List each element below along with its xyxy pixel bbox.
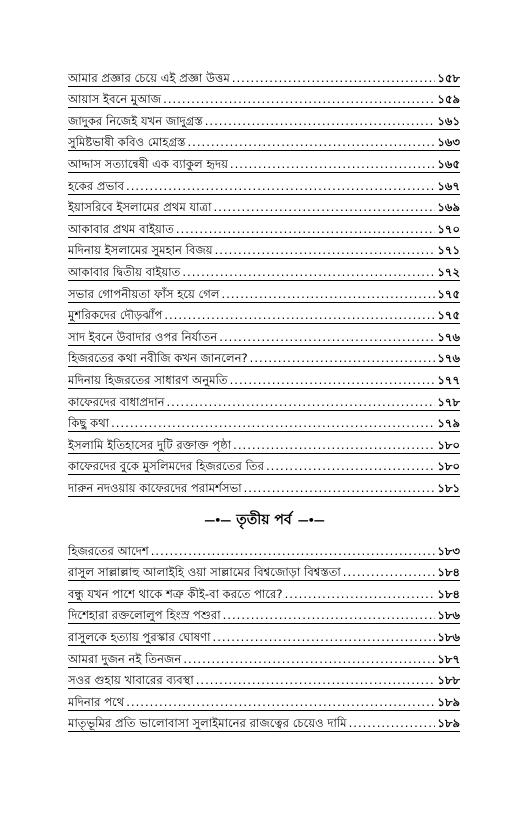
toc-row <box>68 152 460 174</box>
toc-row <box>68 561 460 583</box>
toc-entry-title: মদিনায় ইসলামের সুমহান বিজয় <box>68 243 213 258</box>
toc-row <box>68 217 460 239</box>
toc-entry-page: ১৭৭ <box>437 372 460 387</box>
toc-row <box>68 196 460 218</box>
dot-leader <box>285 587 436 604</box>
toc-entry-page: ১৮৪ <box>437 586 460 601</box>
toc-entry-page: ১৬৫ <box>437 156 460 171</box>
toc-entry-page: ১৭১ <box>437 243 460 258</box>
dot-leader <box>187 135 435 152</box>
toc-row <box>68 582 460 604</box>
toc-entry-title: সুমিষ্টভাষী কবিও মোহগ্রস্ত <box>68 135 186 150</box>
toc-row <box>68 647 460 669</box>
dot-leader <box>219 330 435 347</box>
dot-leader <box>183 652 435 669</box>
toc-row <box>68 347 460 369</box>
toc-entry-title: আমরা দুজন নই তিনজন <box>68 651 182 666</box>
dot-leader <box>233 438 435 455</box>
toc-entry-page: ১৭৮ <box>437 394 460 409</box>
toc-entry-page: ১৭৯ <box>437 416 460 431</box>
toc-entry-title: মদিনায় হিজরতের সাধারণ অনুমতি <box>68 372 228 387</box>
dot-leader <box>205 114 436 131</box>
section-heading-title: তৃতীয় পর্ব <box>236 512 292 528</box>
toc-row <box>68 131 460 153</box>
toc-row <box>68 604 460 626</box>
toc-entry-page: ১৮০ <box>437 459 460 474</box>
toc-row <box>68 66 460 88</box>
toc-row <box>68 368 460 390</box>
dot-leader <box>266 459 435 476</box>
ornament-left-icon: —•— <box>204 513 231 527</box>
toc-entry-title: রাসুলকে হত্যায় পুরস্কার ঘোষণা <box>68 629 211 644</box>
toc-entry-page: ১৬১ <box>437 113 460 128</box>
toc-entry-page: ১৬৭ <box>437 178 460 193</box>
toc-row <box>68 88 460 110</box>
toc-entry-title: হকের প্রভাব <box>68 178 125 193</box>
toc-entry-page: ১৮৩ <box>437 543 460 558</box>
toc-entry-title: সভার গোপনীয়তা ফাঁস হয়ে গেল <box>68 286 220 301</box>
dot-leader <box>151 544 436 561</box>
toc-list-part-b <box>68 539 460 733</box>
toc-entry-title: মদিনার পথে <box>68 694 125 709</box>
toc-row <box>68 390 460 412</box>
toc-entry-title: হিজরতের আদেশ <box>68 543 149 558</box>
dot-leader <box>163 92 435 109</box>
toc-row <box>68 412 460 434</box>
toc-row <box>68 625 460 647</box>
toc-entry-page: ১৬৩ <box>437 135 460 150</box>
dot-leader <box>215 243 436 260</box>
toc-row <box>68 669 460 691</box>
toc-entry-title: বন্ধু যখন পাশে থাকে শত্রু কীই-বা করতে পারে? <box>68 586 283 601</box>
section-heading <box>0 508 528 532</box>
dot-leader <box>196 673 436 690</box>
toc-entry-title: দারুন নদওয়ায় কাফেরদের পরামর্শসভা <box>68 480 242 495</box>
toc-row <box>68 174 460 196</box>
section-heading-group <box>204 508 324 532</box>
toc-entry-title: দিশেহারা রক্তলোলুপ হিংস্র পশুরা <box>68 608 221 623</box>
dot-leader <box>250 351 436 368</box>
toc-entry-page: ১৮৬ <box>437 608 460 623</box>
toc-entry-title: হিজরতের কথা নবীজি কখন জানলেন? <box>68 351 248 366</box>
toc-entry-page: ১৭৫ <box>437 286 460 301</box>
toc-entry-title: সাদ ইবনে উবাদার ওপর নির্যাতন <box>68 329 218 344</box>
toc-entry-page: ১৮০ <box>437 437 460 452</box>
toc-entry-page: ১৮৯ <box>437 694 460 709</box>
toc-entry-page: ১৮৮ <box>437 673 460 688</box>
dot-leader <box>126 179 435 196</box>
toc-row <box>68 476 460 498</box>
toc-row <box>68 539 460 561</box>
dot-leader <box>223 608 436 625</box>
toc-row <box>68 712 460 734</box>
toc-entry-title: আয়াস ইবনে মুআজ <box>68 92 162 107</box>
dot-leader <box>230 373 436 390</box>
dot-leader <box>343 565 436 582</box>
toc-row <box>68 109 460 131</box>
toc-entry-page: ১৮৬ <box>437 629 460 644</box>
toc-row <box>68 455 460 477</box>
toc-entry-title: সওর গুহায় খাবারের ব্যবস্থা <box>68 673 194 688</box>
toc-row <box>68 304 460 326</box>
toc-entry-page: ১৮৯ <box>437 716 460 731</box>
dot-leader <box>349 716 436 733</box>
toc-entry-title: কাফেরদের বাধাপ্রদান <box>68 394 165 409</box>
toc-entry-page: ১৫৮ <box>437 70 460 85</box>
toc-entry-page: ১৮১ <box>437 480 460 495</box>
toc-entry-page: ১৭২ <box>437 264 460 279</box>
dot-leader <box>232 71 436 88</box>
toc-entry-page: ১৮৭ <box>437 651 460 666</box>
ornament-right-icon: —•— <box>297 513 324 527</box>
dot-leader <box>164 308 435 325</box>
toc-entry-page: ১৭৬ <box>437 351 460 366</box>
toc-entry-page: ১৮৪ <box>437 565 460 580</box>
dot-leader <box>213 200 435 217</box>
dot-leader <box>213 630 436 647</box>
toc-row <box>68 690 460 712</box>
toc-entry-title: রাসুল সাল্লাল্লাহু আলাইহি ওয়া সাল্লামের বিশ্বজোড়া বিশ্বস্ততা <box>68 565 341 580</box>
toc-entry-title: আকাবার দ্বিতীয় বাইয়াত <box>68 264 181 279</box>
dot-leader <box>244 481 436 498</box>
dot-leader <box>182 265 435 282</box>
toc-entry-title: কিছু কথা <box>68 416 110 431</box>
toc-entry-title: কাফেরদের বুকে মুসলিমদের হিজরতের তির <box>68 459 264 474</box>
toc-entry-title: আদ্দাস সত্যান্বেষী এক ব্যাকুল হৃদয় <box>68 156 228 171</box>
toc-row <box>68 239 460 261</box>
toc-entry-page: ১৬৯ <box>437 200 460 215</box>
dot-leader <box>167 395 436 412</box>
dot-leader <box>111 416 435 433</box>
toc-row <box>68 325 460 347</box>
toc-entry-page: ১৫৯ <box>437 92 460 107</box>
dot-leader <box>176 222 435 239</box>
toc-entry-page: ১৭৫ <box>437 308 460 323</box>
toc-list-part-a <box>68 66 460 498</box>
toc-entry-page: ১৭০ <box>437 221 460 236</box>
toc-row <box>68 433 460 455</box>
toc-entry-title: মাতৃভূমির প্রতি ভালোবাসা সুলাইমানের রাজত্বের চেয়েও দামি <box>68 716 347 731</box>
dot-leader <box>126 695 435 712</box>
toc-entry-title: আকাবার প্রথম বাইয়াত <box>68 221 174 236</box>
toc-entry-title: মুশরিকদের দৌড়ঝাঁপ <box>68 308 163 323</box>
toc-entry-title: ইয়াসরিবে ইসলামের প্রথম যাত্রা <box>68 200 212 215</box>
toc-entry-title: ইসলামি ইতিহাসের দুটি রক্তাক্ত পৃষ্ঠা <box>68 437 232 452</box>
toc-entry-title: জাদুকর নিজেই যখন জাদুগ্রস্ত <box>68 113 203 128</box>
toc-row <box>68 282 460 304</box>
toc-entry-page: ১৭৬ <box>437 329 460 344</box>
dot-leader <box>230 157 435 174</box>
dot-leader <box>221 287 435 304</box>
toc-row <box>68 260 460 282</box>
toc-entry-title: আমার প্রজ্ঞার চেয়ে এই প্রজ্ঞা উত্তম <box>68 70 230 85</box>
